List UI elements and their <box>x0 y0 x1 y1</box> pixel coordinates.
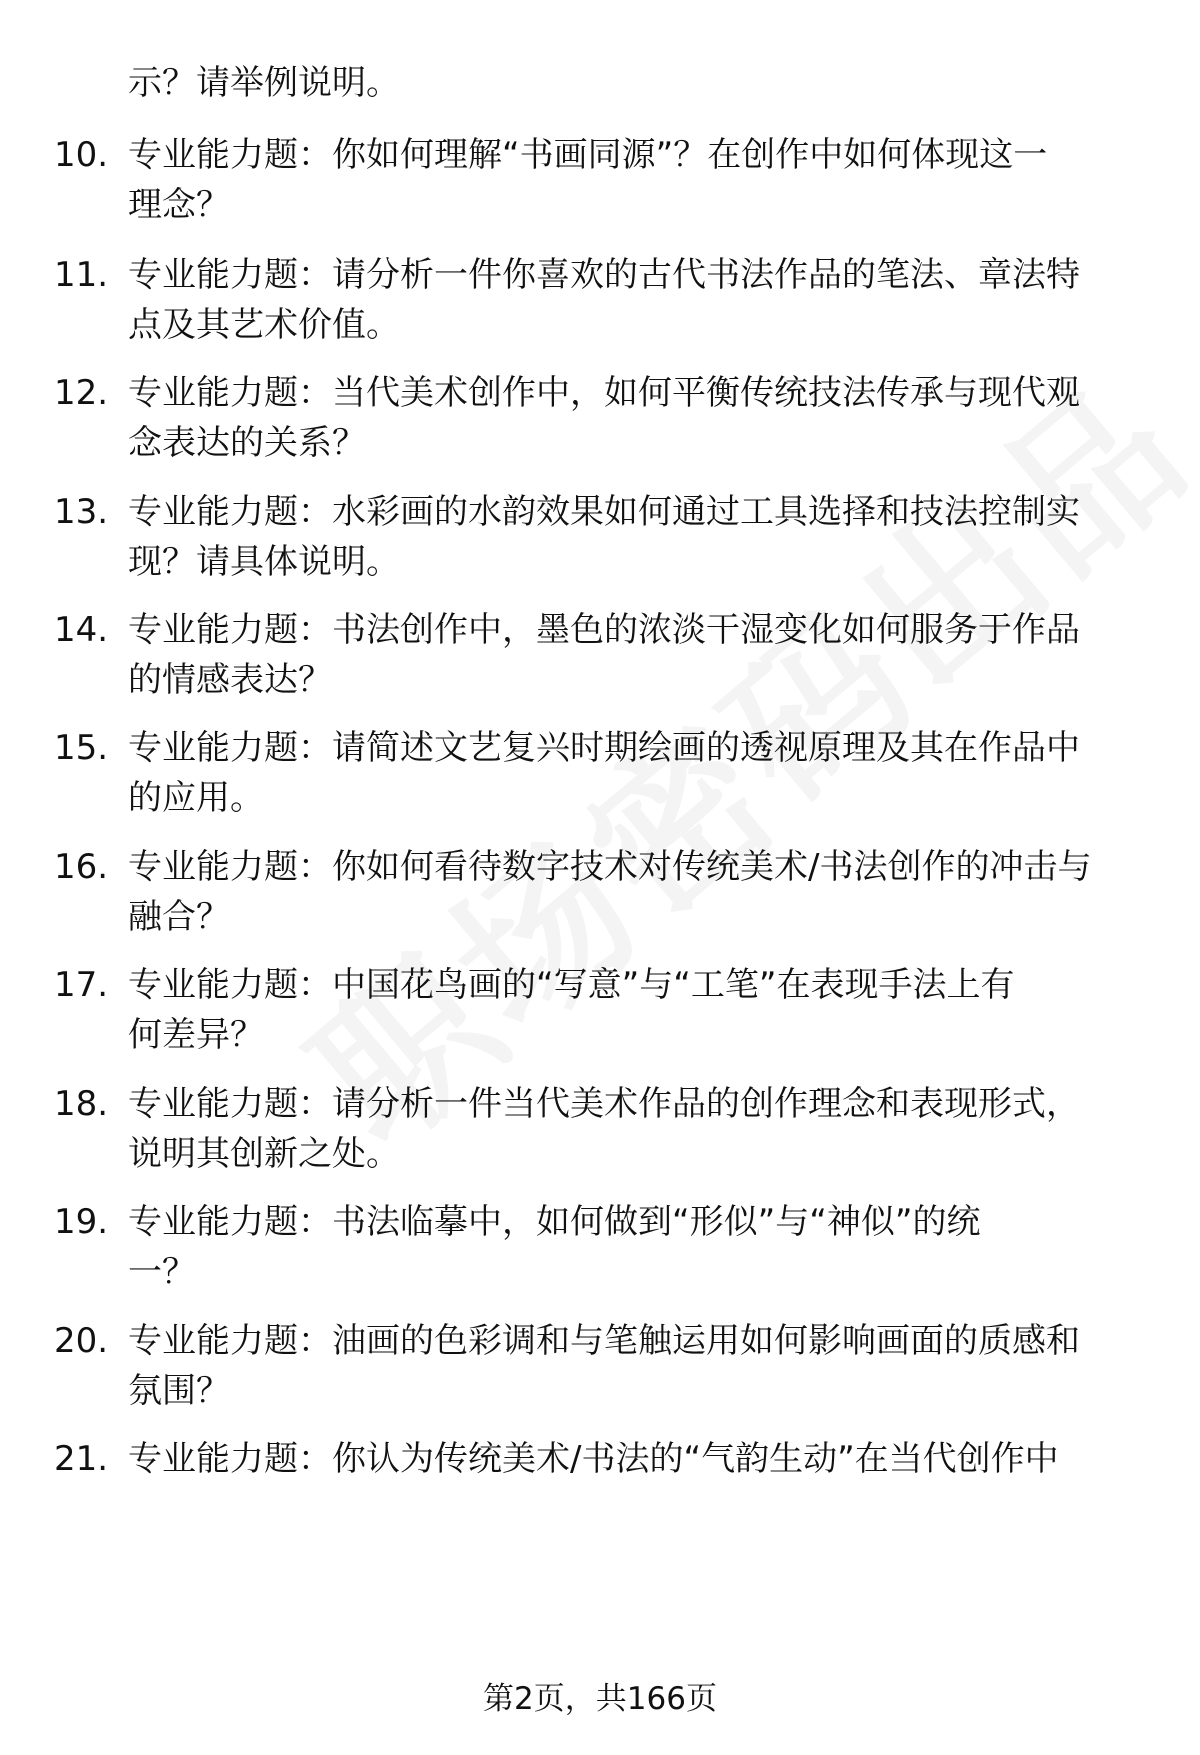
question-number: 20. <box>54 1321 109 1361</box>
question-number: 11. <box>54 255 109 295</box>
question-number: 12. <box>54 373 109 413</box>
question-text-line2: 念表达的关系？ <box>128 423 366 463</box>
question-number: 18. <box>54 1084 109 1124</box>
question-text-line1: 专业能力题：你认为传统美术/书法的“气韵生动”在当代创作中 <box>128 1439 1059 1479</box>
question-number: 16. <box>54 847 109 887</box>
question-number: 15. <box>54 728 109 768</box>
question-number: 13. <box>54 492 109 532</box>
continuation-text: 示？请举例说明。 <box>128 63 400 103</box>
question-text-line1: 专业能力题：请分析一件当代美术作品的创作理念和表现形式， <box>128 1084 1080 1124</box>
page-footer: 第2页，共166页 <box>483 1681 717 1717</box>
question-text-line2: 理念？ <box>128 185 230 225</box>
question-text-line2: 的应用。 <box>128 778 264 818</box>
question-text-line1: 专业能力题：油画的色彩调和与笔触运用如何影响画面的质感和 <box>128 1321 1080 1361</box>
question-number: 14. <box>54 610 109 650</box>
question-text-line1: 专业能力题：书法创作中，墨色的浓淡干湿变化如何服务于作品 <box>128 610 1080 650</box>
question-text-line2: 一？ <box>128 1252 196 1292</box>
question-text-line1: 专业能力题：中国花鸟画的“写意”与“工笔”在表现手法上有 <box>128 965 1015 1005</box>
question-number: 21. <box>54 1439 109 1479</box>
question-text-line2: 点及其艺术价值。 <box>128 305 400 345</box>
question-text-line2: 的情感表达？ <box>128 660 332 700</box>
question-text-line1: 专业能力题：书法临摹中，如何做到“形似”与“神似”的统 <box>128 1202 981 1242</box>
question-text-line1: 专业能力题：水彩画的水韵效果如何通过工具选择和技法控制实 <box>128 492 1080 532</box>
question-number: 19. <box>54 1202 109 1242</box>
question-text-line1: 专业能力题：你如何看待数字技术对传统美术/书法创作的冲击与 <box>128 847 1092 887</box>
question-text-line2: 何差异？ <box>128 1015 264 1055</box>
question-text-line1: 专业能力题：请简述文艺复兴时期绘画的透视原理及其在作品中 <box>128 728 1080 768</box>
question-text-line1: 专业能力题：请分析一件你喜欢的古代书法作品的笔法、章法特 <box>128 255 1080 295</box>
question-number: 10. <box>54 135 109 175</box>
question-text-line1: 专业能力题：你如何理解“书画同源”？在创作中如何体现这一 <box>128 135 1048 175</box>
question-text-line2: 融合？ <box>128 897 230 937</box>
question-text-line1: 专业能力题：当代美术创作中，如何平衡传统技法传承与现代观 <box>128 373 1080 413</box>
question-text-line2: 现？请具体说明。 <box>128 542 400 582</box>
question-number: 17. <box>54 965 109 1005</box>
question-text-line2: 说明其创新之处。 <box>128 1134 400 1174</box>
question-text-line2: 氛围？ <box>128 1371 230 1411</box>
